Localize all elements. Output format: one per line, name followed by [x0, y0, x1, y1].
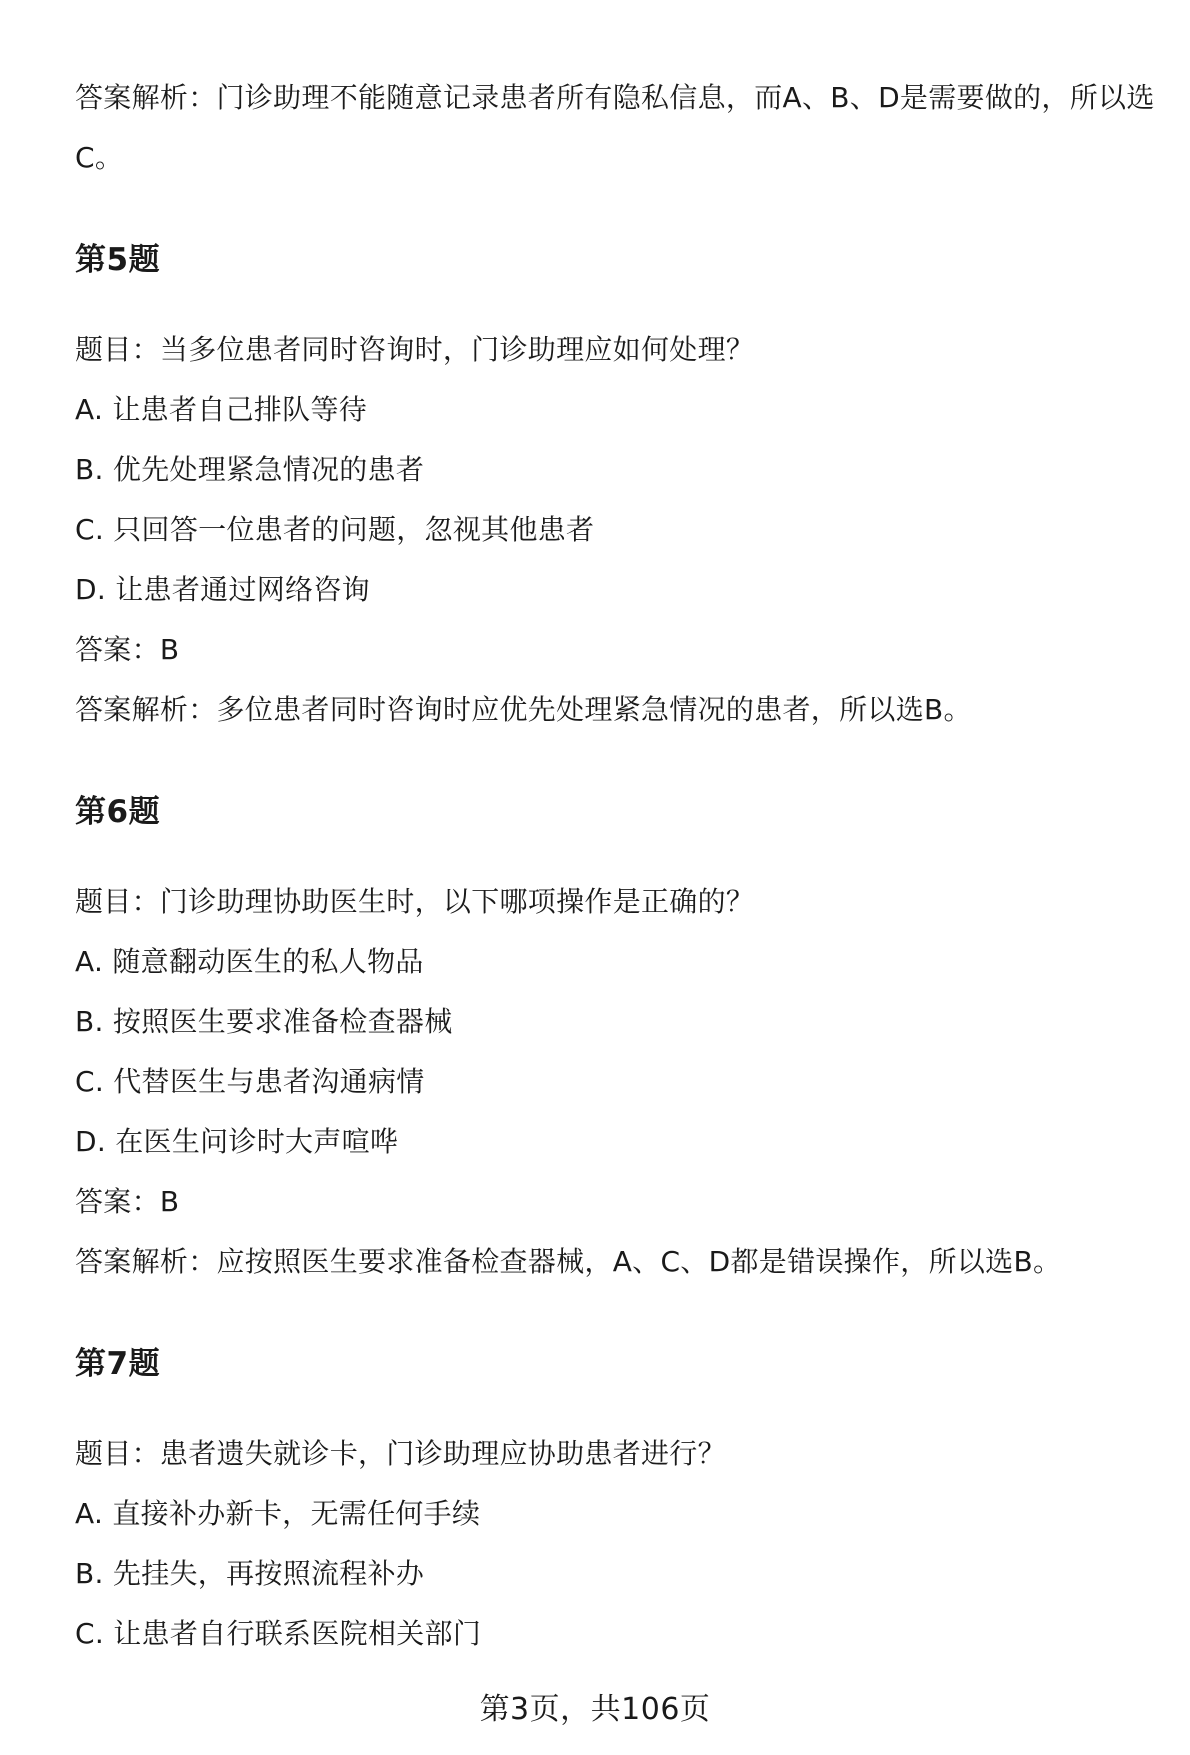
question-heading: 第7题	[75, 1346, 161, 1382]
question-block-5	[75, 230, 1165, 740]
answer-explanation: 答案解析：多位患者同时咨询时应优先处理紧急情况的患者，所以选B。	[75, 693, 972, 726]
option-b: B. 按照医生要求准备检查器械	[75, 1005, 453, 1038]
option-a: A. 让患者自己排队等待	[75, 393, 368, 426]
question-stem: 题目：患者遗失就诊卡，门诊助理应协助患者进行？	[75, 1437, 726, 1470]
option-c: C. 只回答一位患者的问题，忽视其他患者	[75, 513, 595, 546]
question-stem: 题目：当多位患者同时咨询时，门诊助理应如何处理？	[75, 333, 755, 366]
option-d: D. 在医生问诊时大声喧哗	[75, 1125, 399, 1158]
question-block-6	[75, 782, 1165, 1292]
option-b: B. 先挂失，再按照流程补办	[75, 1557, 425, 1590]
question-block-7	[75, 1334, 1165, 1664]
question-heading: 第5题	[75, 242, 161, 278]
question-stem: 题目：门诊助理协助医生时，以下哪项操作是正确的？	[75, 885, 755, 918]
page-number-footer: 第3页，共106页	[479, 1692, 711, 1727]
previous-answer-explanation: 答案解析：门诊助理不能随意记录患者所有隐私信息，而A、B、D是需要做的，所以选C。	[75, 81, 1155, 174]
option-b: B. 优先处理紧急情况的患者	[75, 453, 425, 486]
option-c: C. 代替医生与患者沟通病情	[75, 1065, 425, 1098]
option-a: A. 随意翻动医生的私人物品	[75, 945, 424, 978]
answer: 答案：B	[75, 1185, 180, 1218]
answer-explanation: 答案解析：应按照医生要求准备检查器械，A、C、D都是错误操作，所以选B。	[75, 1245, 1062, 1278]
question-heading: 第6题	[75, 794, 161, 830]
page-content	[75, 68, 1165, 1664]
option-c: C. 让患者自行联系医院相关部门	[75, 1617, 482, 1650]
answer: 答案：B	[75, 633, 180, 666]
option-d: D. 让患者通过网络咨询	[75, 573, 370, 606]
option-a: A. 直接补办新卡，无需任何手续	[75, 1497, 481, 1530]
